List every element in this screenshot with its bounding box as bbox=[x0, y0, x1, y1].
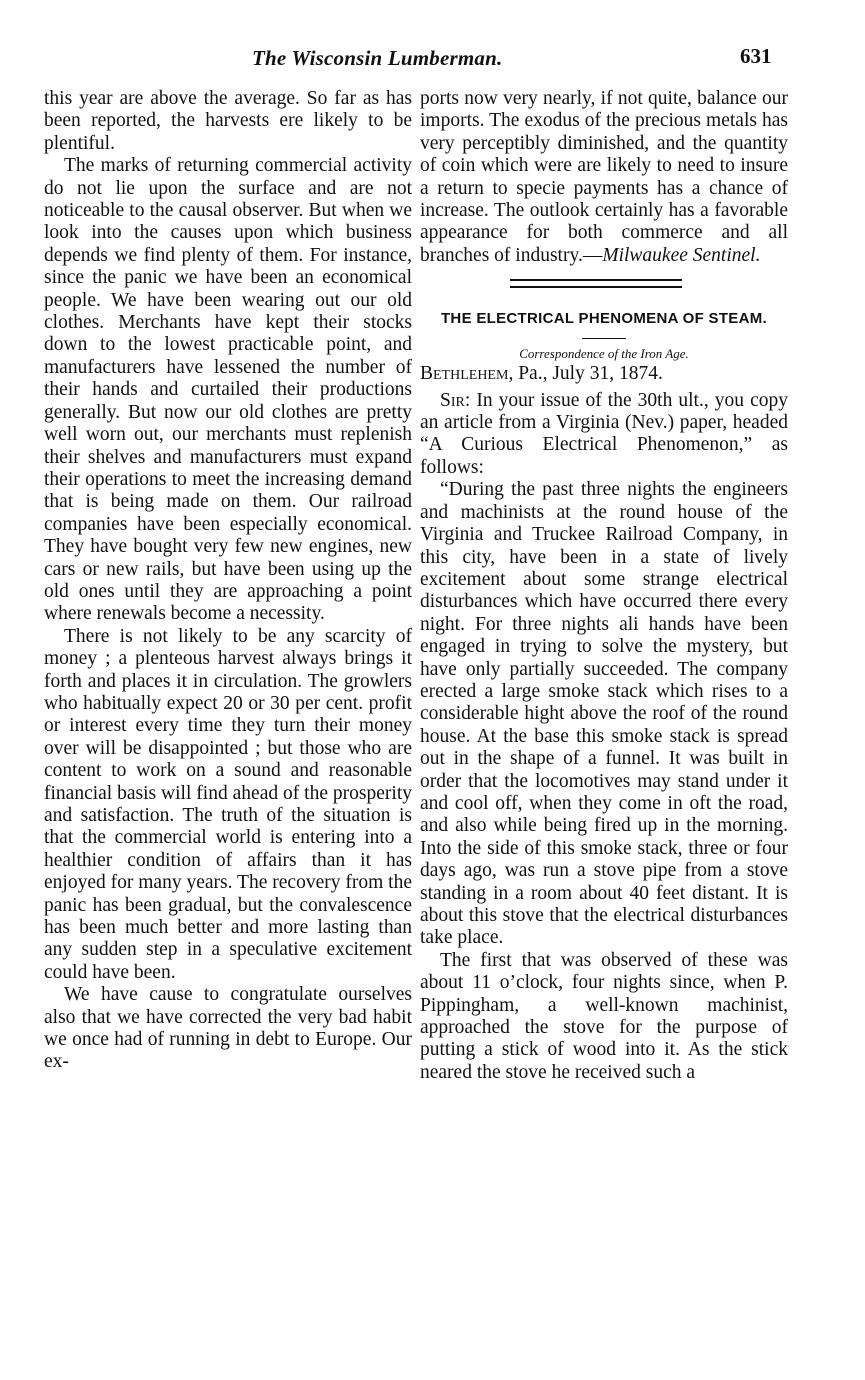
double-rule-divider bbox=[510, 279, 682, 288]
dateline-place: Bethlehem bbox=[420, 363, 509, 385]
salutation: Sir bbox=[440, 389, 465, 411]
paragraph bbox=[420, 390, 788, 480]
dateline bbox=[420, 363, 788, 385]
journal-title: The Wisconsin Lumberman. bbox=[252, 46, 503, 70]
running-head bbox=[0, 44, 865, 74]
article-title: THE ELECTRICAL PHENOMENA OF STEAM. bbox=[440, 310, 768, 328]
correspondence-line: Correspondence of the Iron Age. bbox=[519, 346, 689, 362]
paragraph: The first that was observed of these was about 11 o’clock, four nights since, when P. Pippingham, a well-known machinist, approached the stove for the purpose of putting a stick of wood into it. As the stick neared the stove he received such a bbox=[420, 949, 788, 1083]
continuation-text: ports now very nearly, if not quite, balance our imports. The exodus of the precious metals has very perceptibly diminished, and the quantity of coin which were are likely to need to insure a return to specie payments has a chance of increase. The outlook certainly has a favorable appearance for both commerce and all branches of industry.— bbox=[420, 88, 788, 266]
right-column bbox=[420, 88, 788, 1084]
letter-paragraph-text: : In your issue of the 30th ult., you copy an article from a Virginia (Nev.) paper, headed “A Curious Electrical Phenomenon,” as follows: bbox=[420, 389, 788, 478]
page-number: 631 bbox=[740, 44, 772, 68]
dateline-rest: , Pa., July 31, 1874. bbox=[508, 363, 663, 385]
paragraph: The marks of returning commercial activity do not lie upon the surface and are not noticeable to the causal observer. But when we look into the causes upon which business depends we find plenty of them. For instance, since the panic we have been an economical people. We have been wearing out our old clothes. Merchants have kept their stocks down to the lowest practicable point, and manufacturers have lessened the number of their hands and curtailed their productions generally. But now our old clothes are pretty well worn out, our merchants must replenish their shelves and manufacturers must expand their operations to meet the increasing demand that is being made on them. Our railroad companies have been especially economical. They have bought very few new engines, new cars or new rails, but have been using up the old ones until they are approaching a point where renewals become a necessity. bbox=[44, 155, 412, 625]
paragraph: There is not likely to be any scarcity of money ; a plenteous harvest always brings it forth and places it in circulation. The growlers who habitually expect 20 or 30 per cent. profit or interest every time they turn their money over will be disappointed ; but those who are content to work on a sound and reasonable financial basis will find ahead of the prosperity and satisfaction. The truth of the situation is that the commercial world is entering into a healthier condition of affairs than it has enjoyed for many years. The recovery from the panic has been gradual, but the convalescence has been much better and more lasting than any sudden step in a speculative excitement could have been. bbox=[44, 625, 412, 983]
left-column bbox=[44, 88, 412, 1074]
paragraph bbox=[420, 88, 788, 267]
paragraph: this year are above the average. So far as has been reported, the harvests ere likely to be plentiful. bbox=[44, 88, 412, 154]
title-rule bbox=[582, 338, 626, 339]
source-signature: Milwaukee Sentinel. bbox=[602, 244, 761, 266]
paragraph: “During the past three nights the engineers and machinists at the round house of the Virginia and Truckee Railroad Company, in this city, have been in a state of lively excitement about some strange electrical disturbances which have occurred there every night. For three nights ali hands have been engaged in trying to solve the mystery, but have only partially succeeded. The company erected a large smoke stack which rises to a considerable hight above the roof of the round house. At the base this smoke stack is spread out in the shape of a funnel. It was built in order that the locomotives may stand under it and cool off, when they come in oft the road, and also while being fired up in the morning. Into the side of this smoke stack, three or four days ago, was run a stove pipe from a stove standing in a room about 40 feet distant. It is about this stove that the electrical disturbances take place. bbox=[420, 479, 788, 949]
paragraph: We have cause to congratulate ourselves also that we have corrected the very bad habit we once had of running in debt to Europe. Our ex- bbox=[44, 984, 412, 1073]
